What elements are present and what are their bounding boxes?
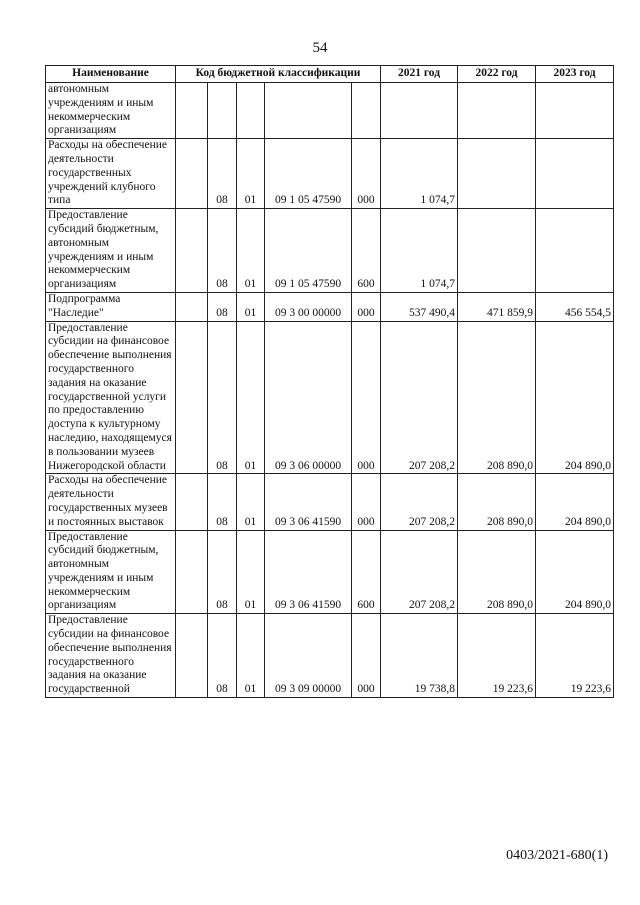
- table-row: [46, 139, 614, 209]
- value-2021: 19 738,8: [381, 614, 458, 698]
- code-subsection: 01: [237, 139, 265, 209]
- value-2023: [536, 209, 614, 293]
- code-section: 08: [208, 474, 237, 530]
- table-row: [46, 209, 614, 293]
- code-col-1: [176, 292, 208, 321]
- value-2021: 207 208,2: [381, 321, 458, 474]
- code-expense-type: 000: [352, 139, 381, 209]
- code-col-1: [176, 139, 208, 209]
- value-2023: 204 890,0: [536, 530, 614, 614]
- code-col-1: [176, 614, 208, 698]
- value-2022: 19 223,6: [458, 614, 536, 698]
- value-2021: 537 490,4: [381, 292, 458, 321]
- value-2021: 207 208,2: [381, 530, 458, 614]
- code-subsection: 01: [237, 474, 265, 530]
- value-2022: [458, 83, 536, 139]
- code-col-1: [176, 209, 208, 293]
- code-target: 09 3 06 41590: [265, 530, 352, 614]
- budget-table: [45, 65, 614, 698]
- code-section: 08: [208, 292, 237, 321]
- code-subsection: 01: [237, 321, 265, 474]
- code-target: 09 1 05 47590: [265, 209, 352, 293]
- code-section: 08: [208, 321, 237, 474]
- header-name: Наименование: [46, 66, 176, 83]
- row-name: Расходы на обеспечение деятельности государственных музеев и постоянных выставок: [46, 474, 176, 530]
- value-2023: 456 554,5: [536, 292, 614, 321]
- value-2021: 1 074,7: [381, 209, 458, 293]
- code-target: [265, 83, 352, 139]
- code-section: [208, 83, 237, 139]
- row-name: Подпрограмма "Наследие": [46, 292, 176, 321]
- code-expense-type: 000: [352, 614, 381, 698]
- table-header-row: [46, 66, 614, 83]
- code-expense-type: 000: [352, 292, 381, 321]
- table-row: [46, 474, 614, 530]
- value-2023: 204 890,0: [536, 474, 614, 530]
- value-2022: [458, 139, 536, 209]
- table-row: [46, 292, 614, 321]
- code-expense-type: 000: [352, 321, 381, 474]
- value-2023: [536, 139, 614, 209]
- value-2022: 208 890,0: [458, 530, 536, 614]
- code-target: 09 3 09 00000: [265, 614, 352, 698]
- header-code: Код бюджетной классификации: [176, 66, 381, 83]
- code-target: 09 3 00 00000: [265, 292, 352, 321]
- row-name: Предоставление субсидий бюджетным, автономным учреждениям и иным некоммерческим организациям: [46, 209, 176, 293]
- code-section: 08: [208, 530, 237, 614]
- value-2021: [381, 83, 458, 139]
- code-subsection: 01: [237, 292, 265, 321]
- code-col-1: [176, 474, 208, 530]
- code-subsection: 01: [237, 614, 265, 698]
- document-code: 0403/2021-680(1): [506, 848, 608, 863]
- code-expense-type: 600: [352, 530, 381, 614]
- code-col-1: [176, 83, 208, 139]
- value-2022: 471 859,9: [458, 292, 536, 321]
- value-2023: 19 223,6: [536, 614, 614, 698]
- code-col-1: [176, 321, 208, 474]
- header-2022: 2022 год: [458, 66, 536, 83]
- value-2023: [536, 83, 614, 139]
- code-expense-type: 000: [352, 474, 381, 530]
- code-target: 09 3 06 41590: [265, 474, 352, 530]
- value-2022: 208 890,0: [458, 474, 536, 530]
- page-number: 54: [312, 40, 328, 56]
- value-2021: 207 208,2: [381, 474, 458, 530]
- value-2021: 1 074,7: [381, 139, 458, 209]
- code-col-1: [176, 530, 208, 614]
- header-2023: 2023 год: [536, 66, 614, 83]
- value-2022: [458, 209, 536, 293]
- code-target: 09 1 05 47590: [265, 139, 352, 209]
- code-expense-type: 600: [352, 209, 381, 293]
- table-row: [46, 614, 614, 698]
- row-name: Расходы на обеспечение деятельности государственных учреждений клубного типа: [46, 139, 176, 209]
- row-name: Предоставление субсидии на финансовое обеспечение выполнения государственного задания на оказание государственной услуги по предоставлению доступа к культурному наследию, находящемуся в пользовании музеев Нижегородской области: [46, 321, 176, 474]
- code-subsection: 01: [237, 530, 265, 614]
- row-name: автономным учреждениям и иным некоммерческим организациям: [46, 83, 176, 139]
- code-expense-type: [352, 83, 381, 139]
- value-2023: 204 890,0: [536, 321, 614, 474]
- table-row: [46, 321, 614, 474]
- code-section: 08: [208, 139, 237, 209]
- code-section: 08: [208, 209, 237, 293]
- code-section: 08: [208, 614, 237, 698]
- code-subsection: [237, 83, 265, 139]
- table-row: [46, 83, 614, 139]
- table-row: [46, 530, 614, 614]
- row-name: Предоставление субсидий бюджетным, автономным учреждениям и иным некоммерческим организациям: [46, 530, 176, 614]
- row-name: Предоставление субсидии на финансовое обеспечение выполнения государственного задания на оказание государственной: [46, 614, 176, 698]
- value-2022: 208 890,0: [458, 321, 536, 474]
- header-2021: 2021 год: [381, 66, 458, 83]
- code-target: 09 3 06 00000: [265, 321, 352, 474]
- code-subsection: 01: [237, 209, 265, 293]
